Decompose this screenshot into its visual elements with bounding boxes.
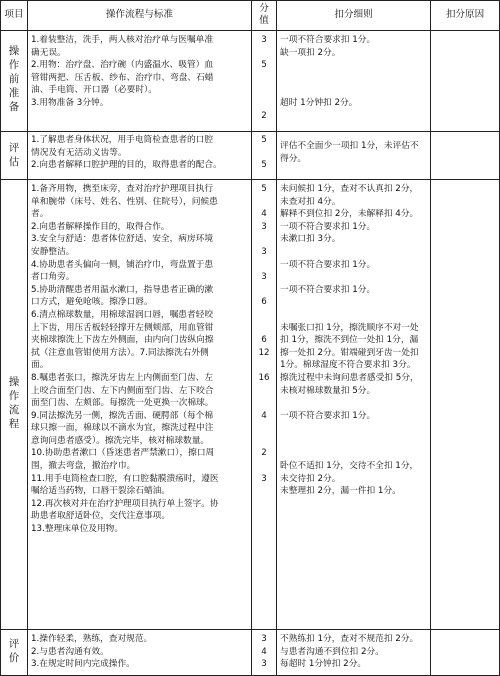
table-rule (0, 30, 500, 31)
deduction-preparation: 一项不符合要求扣 1分。 缺一项扣 2分。 超时 1分钟扣 2分。 (280, 35, 376, 108)
header-score: 分 值 (259, 3, 269, 26)
table-rule (27, 0, 28, 676)
table-rule (276, 0, 277, 676)
scores-preparation: 3 5 2 (261, 35, 267, 121)
table-rule (0, 629, 500, 630)
section-label-evaluation: 评 价 (8, 638, 20, 664)
procedure-operation: 1.备齐用物，携至床旁，查对治疗护理项目执行 单和腕带（床号、姓名、性别、住院号），问候患 者。 2.向患者解释操作目的，取得合作。 3.安全与舒适：患者体位舒适、安全，病房环境 安静整洁。 4.协助患者头偏向一侧，铺治疗巾，弯盘置于患 者口角旁。 5.协助清醒患者用温水漱口，指导患者正确的漱 口方式，避免呛咳。擦净口唇。 6.清点棉球数量，用棉球湿润口唇，嘱患者轻咬 上下齿，用压舌板轻轻撑开左侧颊部，用血管钳 夹棉球擦洗上下齿左外侧面，由内向门齿纵向擦 拭（注意血管钳使用方法）。7.同法擦洗右外侧 面。 8.嘱患者张口，擦洗牙齿左上内侧面至门齿、左 上咬合面至门齿、左下内侧面至门齿、左下咬合 面至门齿、左颊部。每擦洗一处更换一次棉球。 9.同法擦洗另一侧，擦洗舌面、硬腭部（每个棉 球只擦一面，棉球以不滴水为宜，擦洗过程中注 意询问患者感受）。擦洗完毕，核对棉球数量。 10.协助患者漱口（昏迷患者严禁漱口），擦口周 围，撤去弯盘，撤治疗巾。 11.用手电筒检查口腔，有口腔黏膜溃疡时，遵医 嘱给适当药物，口唇干裂涂石蜡油。 12.再次核对并在治疗护理项目执行单上签字。协 助患者取舒适卧位，交代注意事项。 13.整理床单位及用物。 (31, 184, 219, 535)
deduction-evaluation: 不熟练扣 1分，查对不规范扣 2分。 与患者沟通不到位扣 2分。 每超时 1分钟扣 2分。 (280, 634, 419, 670)
section-label-operation: 操 作 流 程 (8, 376, 20, 430)
scores-evaluation: 3 4 3 (261, 634, 267, 670)
table-rule (0, 179, 500, 180)
header-procedure: 操作流程与标准 (105, 9, 174, 20)
scores-assessment: 5 5 (261, 135, 267, 171)
section-label-assessment: 评 估 (8, 142, 20, 168)
deduction-assessment: 评估不全面少一项扣 1分，未评估不 得分。 (280, 141, 419, 164)
section-label-preparation: 操 作 前 准 备 (8, 45, 20, 113)
procedure-assessment: 1.了解患者身体状况，用手电筒检查患者的口腔 情况及有无活动义齿等。 2.向患者解释口腔护理的目的，取得患者的配合。 (31, 135, 222, 171)
table-rule (0, 0, 500, 1)
header-deduction: 扣分细则 (334, 9, 373, 20)
table-rule (0, 0, 1, 676)
table-rule (251, 0, 252, 676)
procedure-evaluation: 1.操作轻柔，熟练，查对规范。 2.与患者沟通有效。 3.在规定时间内完成操作。 (31, 634, 153, 670)
header-reason: 扣分原因 (445, 9, 485, 20)
header-item: 项目 (4, 9, 24, 20)
scores-operation: 5 4 3 3 3 6 6 12 16 4 2 3 (258, 184, 270, 484)
table-rule (430, 0, 431, 676)
table-rule (0, 131, 500, 132)
procedure-preparation: 1.着装整洁，洗手，两人核对治疗单与医嘱单准 确无误。 2.用物：治疗盘、治疗碗（内盛温水、吸管）血 管钳两把、压舌板、纱布、治疗巾、弯盘、石蜡 油、手电筒、开口器（必要时）。 3.用物准备 3分钟。 (31, 35, 214, 108)
deduction-operation: 未问候扣 1分，查对不认真扣 2分， 未查对扣 4分。 解释不到位扣 2分，未解释扣 4分。 一项不符合要求扣 1分。 未漱口扣 3分。 一项不符合要求扣 1分。 一项不符合要求扣 1分。 未嘱张口扣 1分，擦洗顺序不对一处 扣 1分，擦洗不到位一处扣 1分，漏 擦一处扣 2分。钳端碰到牙齿一处扣 1分。棉球湿度不符合要求扣 3分。 擦洗过程中未询问患者感受扣 5分， 未核对棉球数量扣 5分。 一项不符合要求扣 1分。 卧位不适扣 1分，交待不全扣 1分， 未交待扣 2分。 未整理扣 2分，漏一件扣 1分。 (280, 184, 419, 497)
